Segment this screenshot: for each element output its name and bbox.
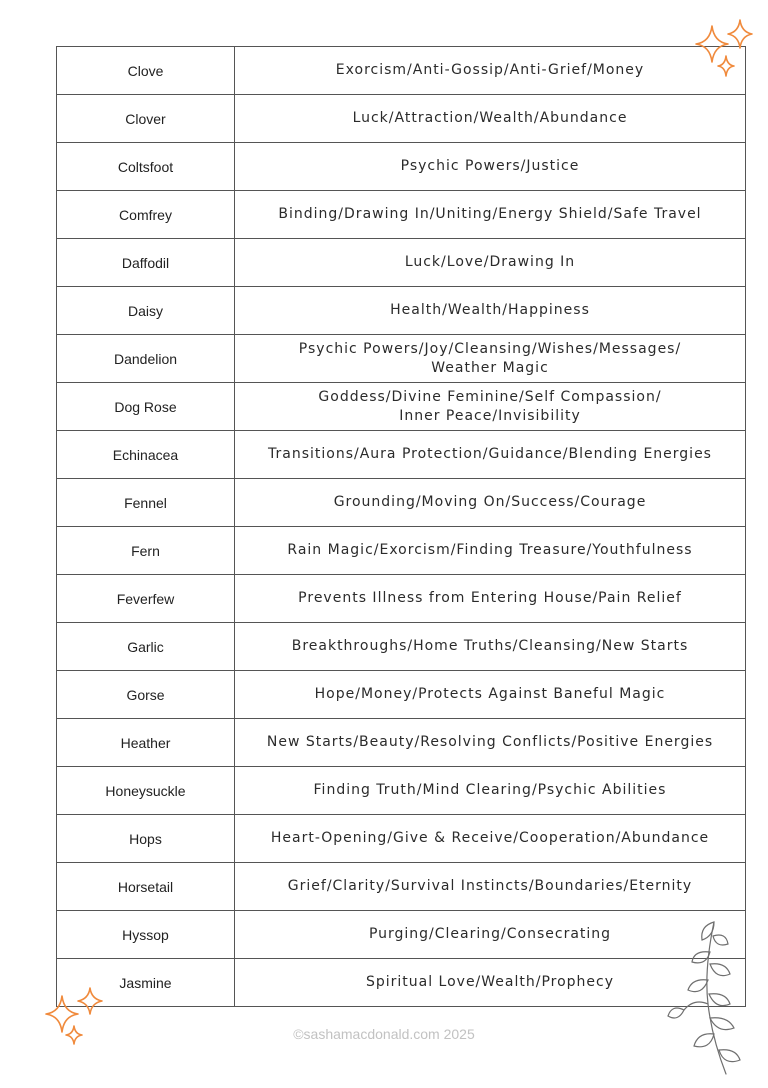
herb-name-cell: Gorse — [57, 671, 235, 719]
herb-name-cell: Heather — [57, 719, 235, 767]
table-row — [57, 431, 746, 479]
herb-name-cell: Honeysuckle — [57, 767, 235, 815]
herb-uses-cell: Psychic Powers/Joy/Cleansing/Wishes/Messages/ Weather Magic — [235, 335, 746, 383]
herb-name-cell: Jasmine — [57, 959, 235, 1007]
table-row — [57, 47, 746, 95]
herb-uses-cell: Rain Magic/Exorcism/Finding Treasure/Youthfulness — [235, 527, 746, 575]
herb-uses-cell: Breakthroughs/Home Truths/Cleansing/New Starts — [235, 623, 746, 671]
herb-uses-cell: Luck/Love/Drawing In — [235, 239, 746, 287]
herb-uses-cell: Prevents Illness from Entering House/Pain Relief — [235, 575, 746, 623]
table-row — [57, 623, 746, 671]
herb-uses-cell: Grounding/Moving On/Success/Courage — [235, 479, 746, 527]
table-row — [57, 479, 746, 527]
herb-name-cell: Coltsfoot — [57, 143, 235, 191]
table-row — [57, 815, 746, 863]
herb-table-body — [57, 47, 746, 1007]
table-row — [57, 575, 746, 623]
leafy-branch-icon — [664, 918, 744, 1078]
table-row — [57, 95, 746, 143]
herb-name-cell: Feverfew — [57, 575, 235, 623]
herb-uses-cell: Goddess/Divine Feminine/Self Compassion/ Inner Peace/Invisibility — [235, 383, 746, 431]
table-row — [57, 191, 746, 239]
herb-uses-cell: Purging/Clearing/Consecrating — [235, 911, 746, 959]
table-row — [57, 911, 746, 959]
table-row — [57, 671, 746, 719]
table-row — [57, 239, 746, 287]
herb-uses-cell: New Starts/Beauty/Resolving Conflicts/Positive Energies — [235, 719, 746, 767]
herb-name-cell: Dandelion — [57, 335, 235, 383]
herb-uses-cell: Exorcism/Anti-Gossip/Anti-Grief/Money — [235, 47, 746, 95]
herb-name-cell: Echinacea — [57, 431, 235, 479]
herb-name-cell: Clover — [57, 95, 235, 143]
table-row — [57, 383, 746, 431]
herb-name-cell: Fern — [57, 527, 235, 575]
herb-uses-cell: Finding Truth/Mind Clearing/Psychic Abilities — [235, 767, 746, 815]
herb-correspondence-table — [56, 46, 746, 1007]
sparkle-icon — [42, 986, 112, 1048]
table-row — [57, 959, 746, 1007]
table-row — [57, 527, 746, 575]
herb-uses-cell: Luck/Attraction/Wealth/Abundance — [235, 95, 746, 143]
herb-uses-cell: Spiritual Love/Wealth/Prophecy — [235, 959, 746, 1007]
table-row — [57, 287, 746, 335]
herb-uses-cell: Psychic Powers/Justice — [235, 143, 746, 191]
herb-uses-cell: Transitions/Aura Protection/Guidance/Blending Energies — [235, 431, 746, 479]
herb-uses-cell: Health/Wealth/Happiness — [235, 287, 746, 335]
copyright-footer: ©sashamacdonald.com 2025 — [293, 1026, 475, 1042]
herb-name-cell: Hops — [57, 815, 235, 863]
table-row — [57, 335, 746, 383]
table-row — [57, 863, 746, 911]
herb-uses-cell: Binding/Drawing In/Uniting/Energy Shield/Safe Travel — [235, 191, 746, 239]
herb-name-cell: Fennel — [57, 479, 235, 527]
table-row — [57, 767, 746, 815]
herb-name-cell: Daffodil — [57, 239, 235, 287]
herb-name-cell: Clove — [57, 47, 235, 95]
sparkle-icon — [692, 20, 762, 80]
table-row — [57, 719, 746, 767]
herb-name-cell: Horsetail — [57, 863, 235, 911]
herb-name-cell: Hyssop — [57, 911, 235, 959]
herb-name-cell: Daisy — [57, 287, 235, 335]
herb-name-cell: Dog Rose — [57, 383, 235, 431]
table-row — [57, 143, 746, 191]
herb-uses-cell: Grief/Clarity/Survival Instincts/Boundaries/Eternity — [235, 863, 746, 911]
herb-name-cell: Comfrey — [57, 191, 235, 239]
herb-name-cell: Garlic — [57, 623, 235, 671]
herb-uses-cell: Hope/Money/Protects Against Baneful Magic — [235, 671, 746, 719]
herb-uses-cell: Heart-Opening/Give & Receive/Cooperation/Abundance — [235, 815, 746, 863]
